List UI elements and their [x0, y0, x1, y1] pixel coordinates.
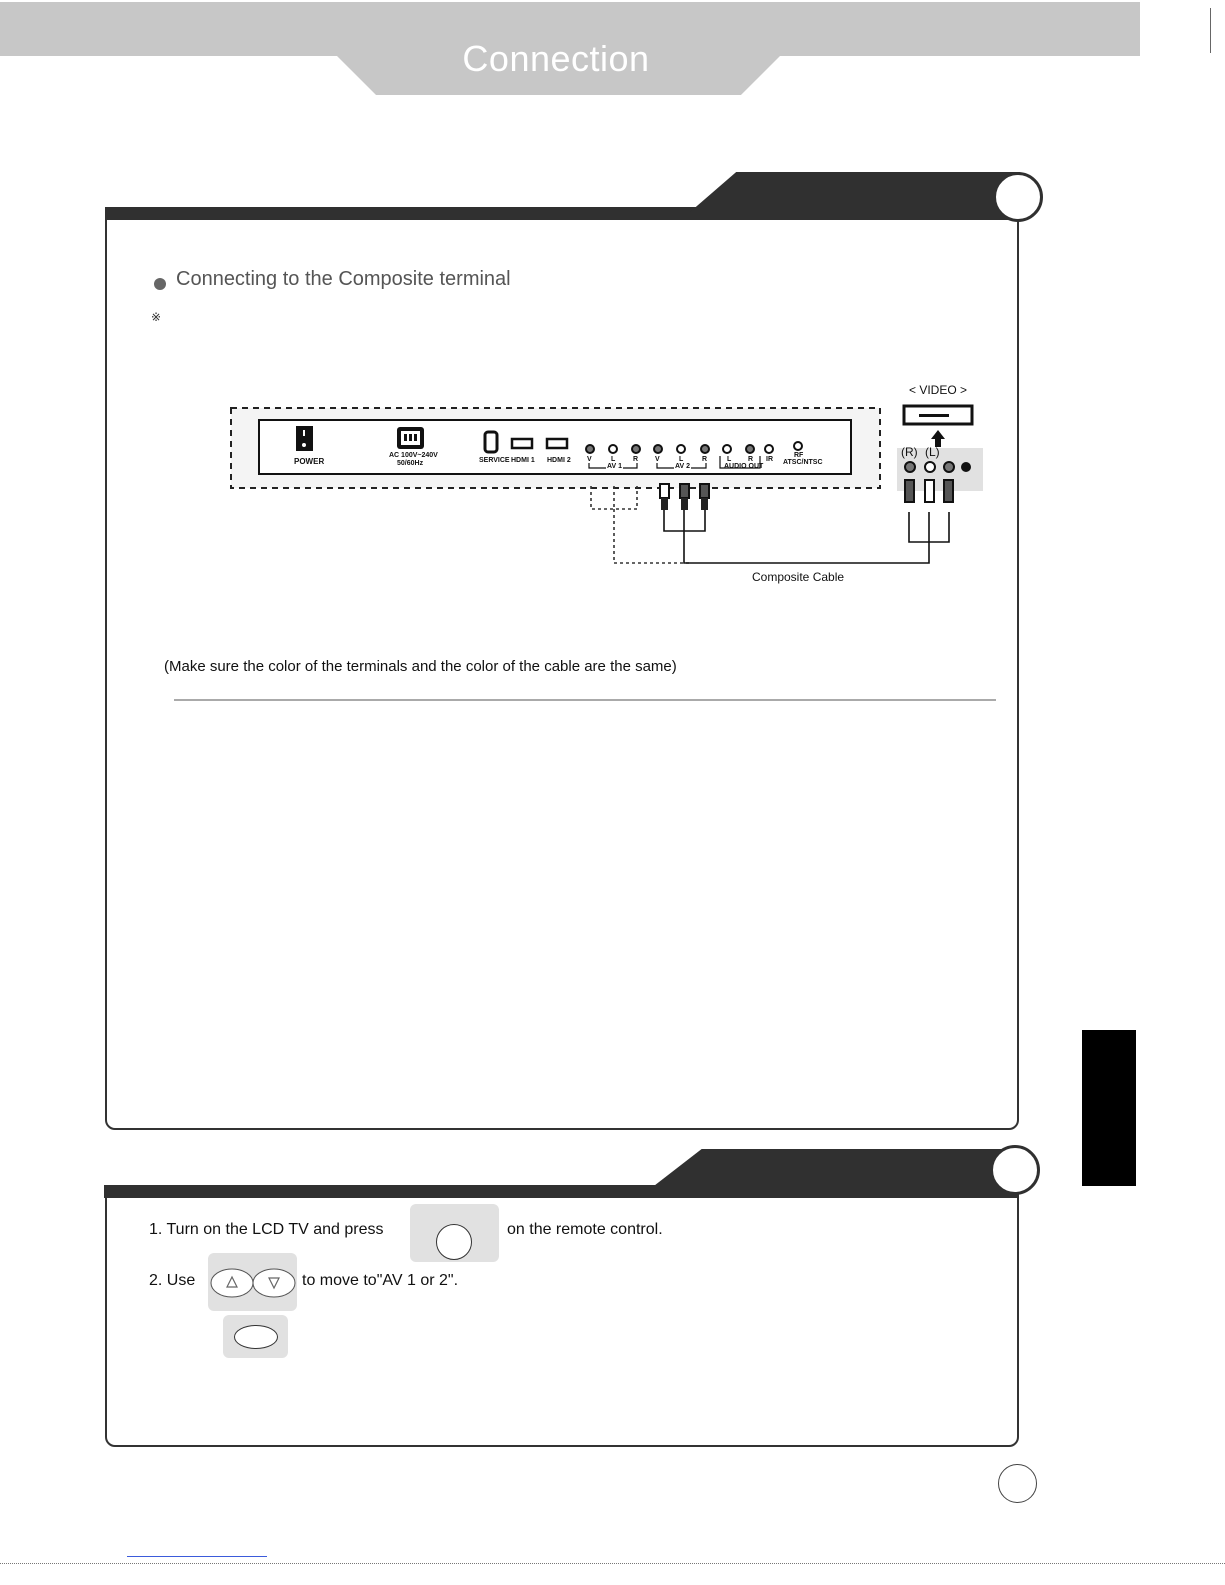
step1-text-before: 1. Turn on the LCD TV and press — [149, 1221, 384, 1238]
label-hdmi1: HDMI 1 — [511, 457, 535, 464]
label-audio-l: L — [727, 456, 732, 463]
input-key-button — [436, 1224, 472, 1260]
av1-dotted-cable — [591, 486, 690, 563]
side-tab — [1082, 1030, 1136, 1186]
power-switch-icon — [296, 426, 313, 451]
svideo-jack-icon — [961, 462, 971, 472]
label-ac: AC 100V~240V — [389, 452, 438, 459]
page-number-circle — [998, 1464, 1037, 1503]
hdmi2-port-icon — [547, 439, 567, 448]
step2-text-after: to move to"AV 1 or 2". — [302, 1272, 459, 1289]
label-audio-out: AUDIO OUT — [724, 463, 764, 470]
connection-diagram — [0, 0, 1225, 700]
video-device-label: < VIDEO > — [909, 383, 968, 397]
label-av1-r: R — [633, 456, 639, 463]
arrow-keys-icon — [208, 1253, 297, 1311]
label-rf: RF — [794, 452, 804, 459]
label-atsc: ATSC/NTSC — [783, 459, 823, 466]
caption-divider — [174, 699, 996, 701]
color-match-caption: (Make sure the color of the terminals and the color of the cable are the same) — [164, 658, 677, 675]
steps-panel-circle — [990, 1145, 1040, 1195]
label-av1-v: V — [587, 456, 592, 463]
bottom-dotted-rule — [0, 1563, 1225, 1564]
right-channel-label: (R) — [901, 445, 918, 459]
label-ir: IR — [766, 456, 773, 463]
note-symbol: ※ — [151, 310, 162, 324]
label-audio-r: R — [748, 456, 754, 463]
label-av2: AV 2 — [675, 463, 691, 470]
step2-text-before: 2. Use — [149, 1272, 196, 1289]
label-av2-v: V — [655, 456, 660, 463]
tv-side-plugs — [660, 484, 709, 510]
label-service: SERVICE — [479, 457, 510, 464]
step1-text-after: on the remote control. — [507, 1221, 663, 1238]
section-heading: Connecting to the Composite terminal — [176, 268, 511, 290]
label-power: POWER — [294, 457, 325, 466]
label-ac-freq: 50/60Hz — [397, 460, 424, 467]
device-side-plugs — [905, 480, 953, 502]
label-av2-l: L — [679, 456, 684, 463]
label-av2-r: R — [702, 456, 708, 463]
enter-key-button — [234, 1325, 278, 1349]
composite-cable-label: Composite Cable — [752, 570, 845, 584]
hdmi1-port-icon — [512, 439, 532, 448]
label-av1: AV 1 — [607, 463, 623, 470]
service-port-icon — [485, 432, 497, 452]
label-av1-l: L — [611, 456, 616, 463]
left-channel-label: (L) — [925, 445, 940, 459]
bottom-blue-line — [127, 1556, 267, 1557]
label-hdmi2: HDMI 2 — [547, 457, 571, 464]
device-jacks — [905, 462, 954, 472]
page-title: Connection — [462, 38, 650, 79]
steps-panel-tab — [650, 1149, 1019, 1189]
composite-cable — [664, 510, 949, 563]
